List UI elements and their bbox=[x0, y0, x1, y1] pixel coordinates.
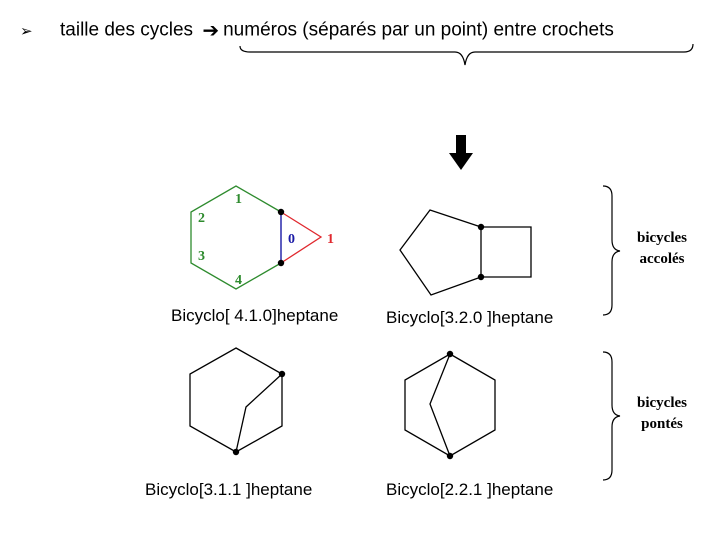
label-bridged-bicycles bbox=[626, 393, 698, 435]
ring-number-3: 3 bbox=[198, 249, 205, 264]
six-ring bbox=[405, 354, 495, 456]
arrow-right-icon: ➔ bbox=[202, 20, 220, 42]
molecule-bicyclo-410 bbox=[191, 186, 334, 289]
caption-bicyclo-311: Bicyclo[3.1.1 ]heptane bbox=[145, 480, 313, 499]
ring-number-2: 2 bbox=[198, 211, 205, 226]
five-ring bbox=[400, 210, 481, 295]
ring-number-0: 0 bbox=[288, 232, 295, 247]
caption-bicyclo-221: Bicyclo[2.2.1 ]heptane bbox=[386, 480, 554, 499]
ring-number-4: 4 bbox=[235, 273, 242, 288]
brace-bridged bbox=[603, 352, 620, 480]
bridgehead-dot bbox=[279, 371, 285, 377]
molecule-bicyclo-320 bbox=[400, 210, 531, 295]
ring-number-1-red: 1 bbox=[327, 232, 334, 247]
label-bridged-line2: pontés bbox=[641, 416, 683, 432]
bridgehead-dot bbox=[447, 351, 453, 357]
molecule-bicyclo-221 bbox=[405, 351, 495, 459]
bridgehead-dot bbox=[478, 274, 484, 280]
label-fused-line1: bicycles bbox=[637, 230, 687, 246]
caption-bicyclo-410: Bicyclo[ 4.1.0]heptane bbox=[171, 306, 339, 325]
ring-number-1-green: 1 bbox=[235, 192, 242, 207]
bridge-bond bbox=[430, 354, 450, 456]
bridgehead-dot bbox=[278, 260, 284, 266]
caption-bicyclo-320: Bicyclo[3.2.0 ]heptane bbox=[386, 308, 554, 327]
bridgehead-dot bbox=[478, 224, 484, 230]
bullet-text-start: taille des cycles bbox=[60, 19, 194, 41]
label-fused-bicycles bbox=[626, 228, 698, 270]
down-arrow-icon bbox=[449, 135, 473, 170]
bridgehead-dot bbox=[278, 209, 284, 215]
molecule-bicyclo-311 bbox=[190, 348, 285, 455]
label-bridged-line1: bicycles bbox=[637, 395, 687, 411]
four-ring bbox=[481, 227, 531, 277]
bullet-marker-icon: ➢ bbox=[20, 22, 33, 40]
bridgehead-dot bbox=[233, 449, 239, 455]
bullet-text-end: numéros (séparés par un point) entre crochets bbox=[223, 19, 614, 41]
underbrace bbox=[240, 44, 693, 65]
brace-fused bbox=[603, 186, 620, 315]
bridge-bond bbox=[236, 374, 282, 452]
three-ring-red bbox=[281, 212, 321, 263]
six-ring bbox=[190, 348, 282, 452]
bridgehead-dot bbox=[447, 453, 453, 459]
label-fused-line2: accolés bbox=[639, 251, 685, 267]
